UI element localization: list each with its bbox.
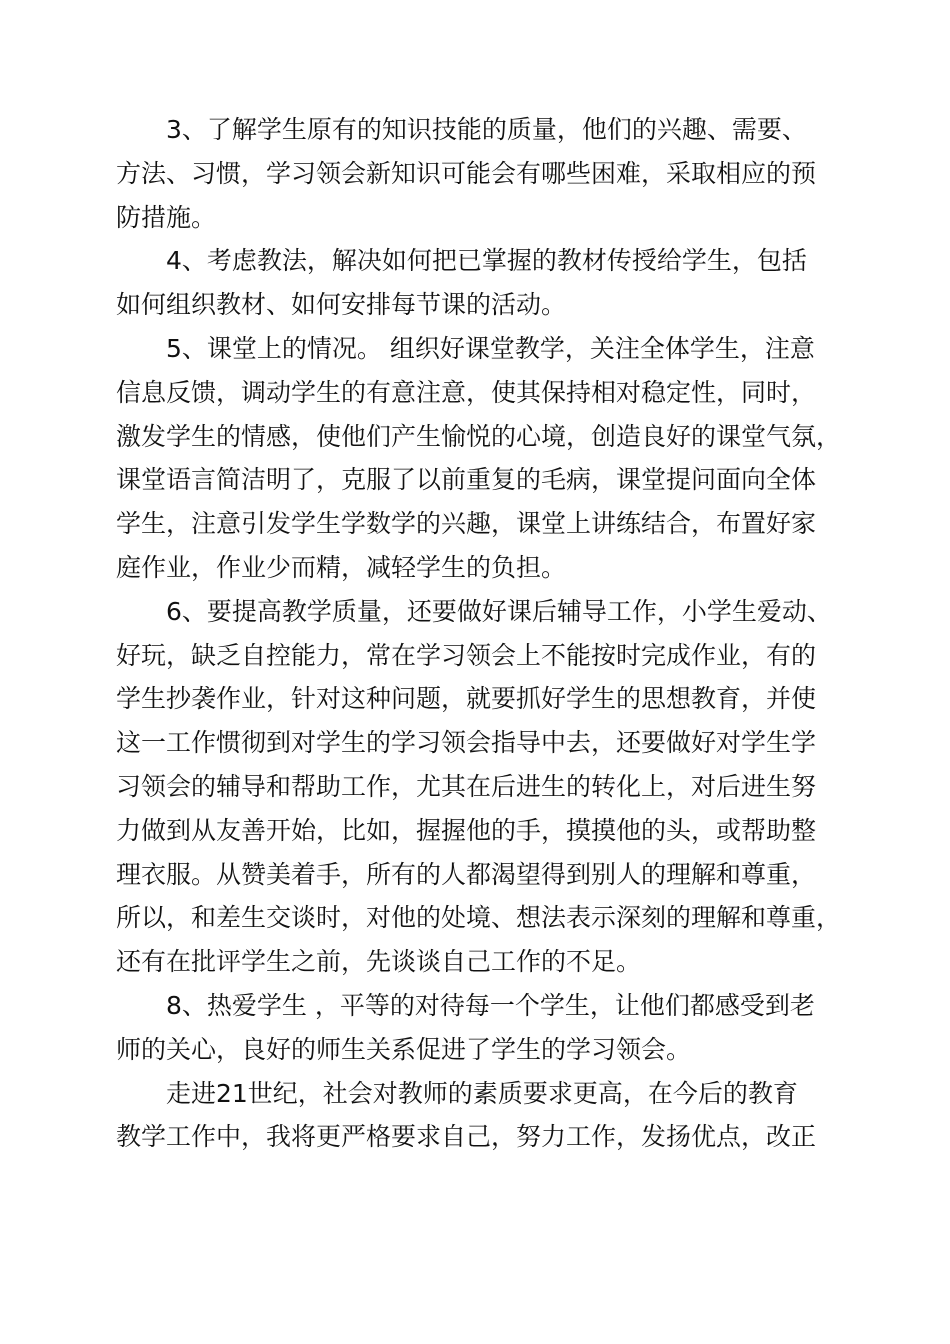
- paragraph-line: 信息反馈，调动学生的有意注意，使其保持相对稳定性，同时，: [116, 377, 817, 407]
- paragraph-line: 庭作业，作业少而精，减轻学生的负担。: [116, 552, 567, 582]
- paragraph-line: 习领会的辅导和帮助工作，尤其在后进生的转化上，对后进生努: [116, 771, 817, 801]
- paragraph-line: 好玩，缺乏自控能力，常在学习领会上不能按时完成作业，有的: [116, 640, 817, 670]
- paragraph-line: 学生，注意引发学生学数学的兴趣，课堂上讲练结合，布置好家: [116, 509, 817, 539]
- paragraph-first-line: 5、课堂上的情况。 组织好课堂教学，关注全体学生，注意: [166, 333, 815, 363]
- paragraph-line: 学生抄袭作业，针对这种问题，就要抓好学生的思想教育，并使: [116, 684, 817, 714]
- paragraph-line: 方法、习惯，学习领会新知识可能会有哪些困难，采取相应的预: [116, 158, 817, 188]
- paragraph-line: 师的关心，良好的师生关系促进了学生的学习领会。: [116, 1034, 692, 1064]
- paragraph-line: 激发学生的情感，使他们产生愉悦的心境，创造良好的课堂气氛，: [116, 421, 842, 451]
- paragraph-line: 教学工作中，我将更严格要求自己，努力工作，发扬优点，改正: [116, 1122, 817, 1152]
- paragraph-first-line: 4、考虑教法，解决如何把已掌握的教材传授给学生，包括: [166, 246, 807, 276]
- paragraph-line: 还有在批评学生之前，先谈谈自己工作的不足。: [116, 947, 642, 977]
- paragraph-line: 理衣服。从赞美着手，所有的人都渴望得到别人的理解和尊重，: [116, 859, 817, 889]
- paragraph-line: 所以，和差生交谈时，对他的处境、想法表示深刻的理解和尊重，: [116, 903, 842, 933]
- paragraph-line: 课堂语言简洁明了，克服了以前重复的毛病，课堂提问面向全体: [116, 465, 817, 495]
- paragraph-first-line: 8、热爱学生 ，平等的对待每一个学生，让他们都感受到老: [166, 990, 815, 1020]
- paragraph-line: 如何组织教材、如何安排每节课的活动。: [116, 290, 567, 320]
- paragraph-line: 防措施。: [116, 202, 217, 232]
- paragraph-line: 这一工作惯彻到对学生的学习领会指导中去，还要做好对学生学: [116, 728, 817, 758]
- paragraph-first-line: 走进21世纪，社会对教师的素质要求更高，在今后的教育: [166, 1078, 798, 1108]
- document-body: [116, 108, 844, 1159]
- paragraph-line: 力做到从友善开始，比如，握握他的手，摸摸他的头，或帮助整: [116, 815, 817, 845]
- paragraph-first-line: 6、要提高教学质量，还要做好课后辅导工作，小学生爱动、: [166, 596, 832, 626]
- paragraph-first-line: 3、了解学生原有的知识技能的质量，他们的兴趣、需要、: [166, 115, 807, 144]
